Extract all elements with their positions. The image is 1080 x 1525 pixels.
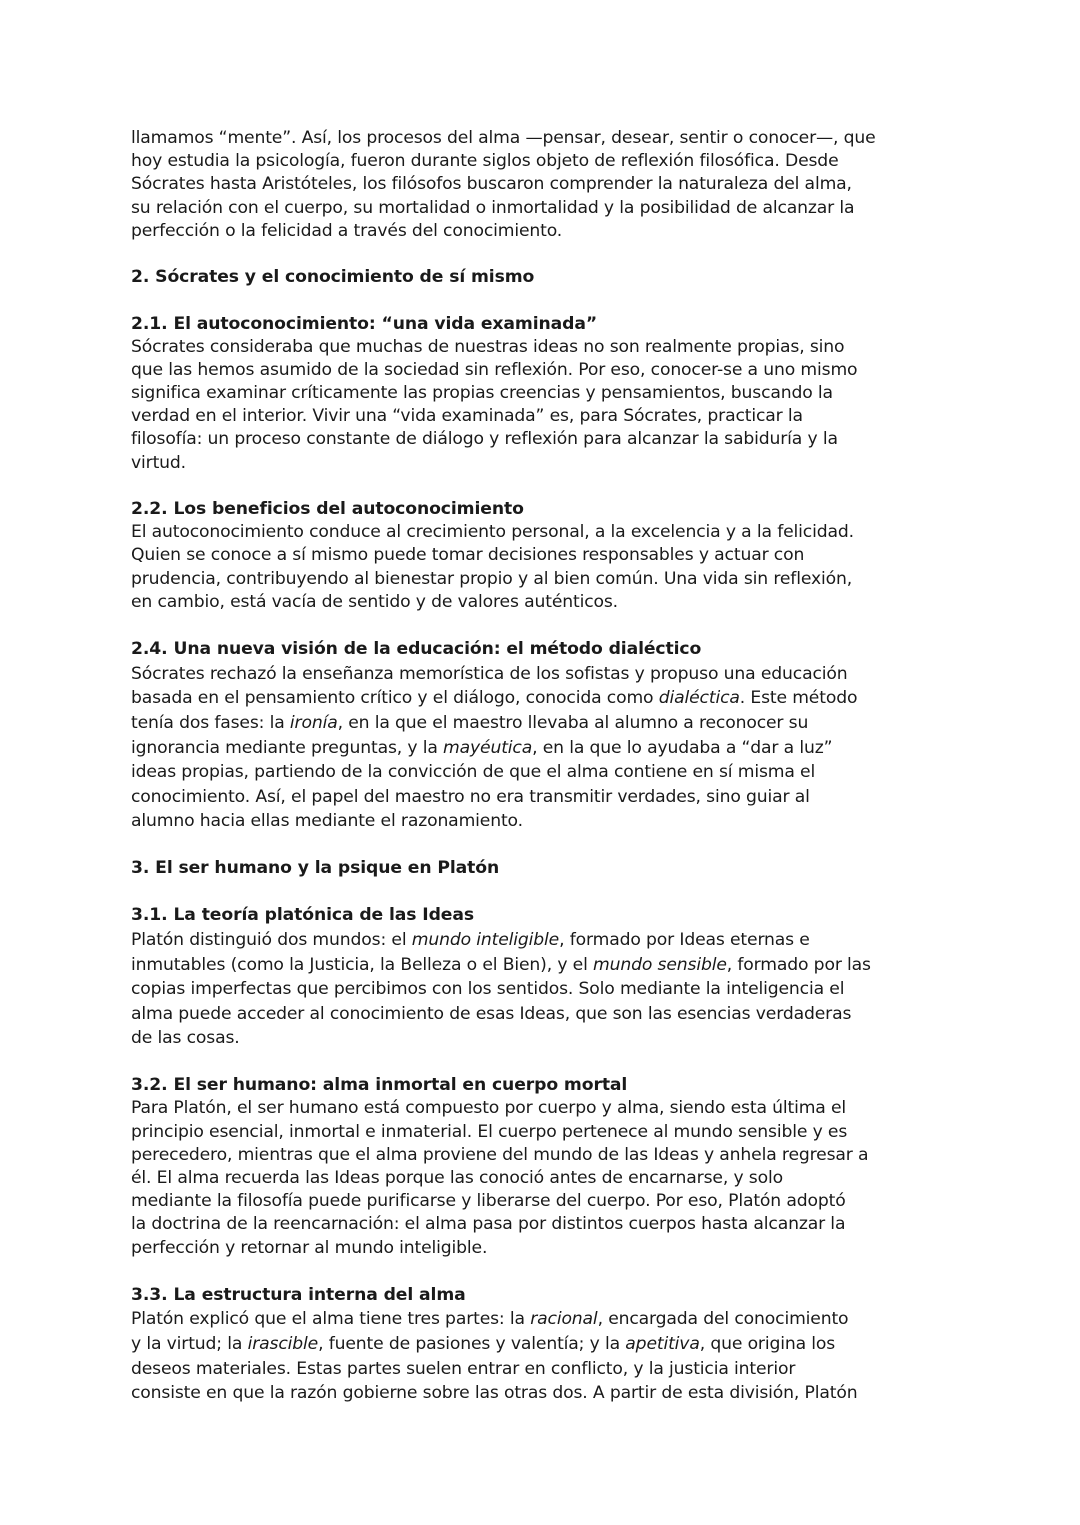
- text-line: la doctrina de la reencarnación: el alma pasa por distintos cuerpos hasta alcanzar la: [131, 1214, 846, 1235]
- subsection-heading: 2.4. Una nueva visión de la educación: el método dialéctico: [131, 639, 702, 660]
- term-ironia: ironía: [289, 712, 338, 733]
- text-line: perfección y retornar al mundo inteligible.: [131, 1237, 488, 1258]
- text-line: principio esencial, inmortal e inmaterial. El cuerpo pertenece al mundo sensible y es: [131, 1121, 848, 1142]
- term-mundo-inteligible: mundo inteligible: [411, 930, 560, 951]
- spacer: [131, 475, 961, 498]
- document-page: [131, 127, 961, 1406]
- text-line: deseos materiales. Estas partes suelen entrar en conflicto, y la justicia interior: [131, 1358, 796, 1379]
- subsection-3-2: [131, 1074, 961, 1260]
- subsection-3-1: [131, 903, 961, 1051]
- spacer: [131, 1260, 961, 1283]
- text-line: Sócrates consideraba que muchas de nuestras ideas no son realmente propias, sino: [131, 336, 845, 357]
- text-line: verdad en el interior. Vivir una “vida examinada” es, para Sócrates, practicar la: [131, 406, 803, 427]
- text-line: llamamos “mente”. Así, los procesos del alma —pensar, desear, sentir o conocer—, que: [131, 128, 876, 148]
- text-line: prudencia, contribuyendo al bienestar propio y al bien común. Una vida sin reflexión,: [131, 568, 853, 589]
- text-line: basada en el pensamiento crítico y el diálogo, conocida como dialéctica. Este método: [131, 688, 858, 709]
- text-line: Quien se conoce a sí mismo puede tomar decisiones responsables y actuar con: [131, 545, 805, 566]
- text-line: que las hemos asumido de la sociedad sin reflexión. Por eso, conocer-se a uno mismo: [131, 359, 858, 380]
- text-line: significa examinar críticamente las propias creencias y pensamientos, buscando la: [131, 383, 833, 404]
- subsection-2-4: [131, 637, 961, 834]
- term-irascible: irascible: [247, 1334, 319, 1355]
- text-line: copias imperfectas que percibimos con los sentidos. Solo mediante la inteligencia el: [131, 979, 845, 1000]
- section-heading-3: 3. El ser humano y la psique en Platón: [131, 858, 500, 879]
- text-line: perecedero, mientras que el alma proviene del mundo de las Ideas y anhela regresar a: [131, 1144, 869, 1165]
- subsection-3-3: [131, 1283, 961, 1406]
- text-line: filosofía: un proceso constante de diálogo y reflexión para alcanzar la sabiduría y la: [131, 429, 838, 450]
- text-line: su relación con el cuerpo, su mortalidad o inmortalidad y la posibilidad de alcanzar la: [131, 197, 855, 218]
- spacer: [131, 243, 961, 266]
- text-line: consiste en que la razón gobierne sobre las otras dos. A partir de esta división, Platón: [131, 1383, 858, 1404]
- text-line: Sócrates hasta Aristóteles, los filósofos buscaron comprender la naturaleza del alma,: [131, 174, 852, 195]
- term-racional: racional: [530, 1309, 598, 1330]
- section-heading-2: 2. Sócrates y el conocimiento de sí mismo: [131, 267, 535, 288]
- subsection-2-2: [131, 498, 961, 614]
- subsection-heading: 3.1. La teoría platónica de las Ideas: [131, 905, 474, 926]
- text-line: mediante la filosofía puede purificarse y liberarse del cuerpo. Por eso, Platón adoptó: [131, 1191, 846, 1212]
- intro-paragraph: [131, 127, 961, 243]
- text-line: hoy estudia la psicología, fueron durante siglos objeto de reflexión filosófica. Desde: [131, 151, 839, 172]
- subsection-heading: 2.1. El autoconocimiento: “una vida examinada”: [131, 313, 598, 334]
- subsection-heading: 3.2. El ser humano: alma inmortal en cuerpo mortal: [131, 1075, 628, 1096]
- text-line: ideas propias, partiendo de la convicción de que el alma contiene en sí misma el: [131, 762, 816, 783]
- text-line: conocimiento. Así, el papel del maestro no era transmitir verdades, sino guiar al: [131, 786, 810, 807]
- term-dialectica: dialéctica: [658, 688, 740, 709]
- text-line: Platón distinguió dos mundos: el mundo inteligible, formado por Ideas eternas e: [131, 930, 810, 951]
- text-line: alma puede acceder al conocimiento de esas Ideas, que son las esencias verdaderas: [131, 1003, 852, 1024]
- text-line: en cambio, está vacía de sentido y de valores auténticos.: [131, 591, 618, 612]
- text-line: perfección o la felicidad a través del conocimiento.: [131, 220, 563, 241]
- text-line: de las cosas.: [131, 1028, 240, 1049]
- term-apetitiva: apetitiva: [625, 1334, 700, 1355]
- subsection-heading: 3.3. La estructura interna del alma: [131, 1284, 466, 1305]
- text-line: El autoconocimiento conduce al crecimiento personal, a la excelencia y a la felicidad.: [131, 522, 854, 543]
- text-line: Sócrates rechazó la enseñanza memorística de los sofistas y propuso una educación: [131, 663, 848, 684]
- term-mundo-sensible: mundo sensible: [593, 954, 727, 975]
- spacer: [131, 1051, 961, 1074]
- text-line: virtud.: [131, 452, 186, 473]
- text-line: ignorancia mediante preguntas, y la mayéutica, en la que lo ayudaba a “dar a luz”: [131, 737, 833, 758]
- spacer: [131, 289, 961, 312]
- text-line: alumno hacia ellas mediante el razonamiento.: [131, 811, 523, 832]
- subsection-heading: 2.2. Los beneficios del autoconocimiento: [131, 499, 524, 519]
- term-mayeutica: mayéutica: [443, 737, 533, 758]
- text-line: él. El alma recuerda las Ideas porque las conoció antes de encarnarse, y solo: [131, 1167, 783, 1188]
- spacer: [131, 614, 961, 637]
- subsection-2-1: [131, 313, 961, 475]
- spacer: [131, 880, 961, 903]
- text-line: Platón explicó que el alma tiene tres partes: la racional, encargada del conocimiento: [131, 1309, 849, 1330]
- text-line: inmutables (como la Justicia, la Belleza o el Bien), y el mundo sensible, formado por las: [131, 954, 871, 975]
- text-line: Para Platón, el ser humano está compuesto por cuerpo y alma, siendo esta última el: [131, 1098, 847, 1119]
- text-line: y la virtud; la irascible, fuente de pasiones y valentía; y la apetitiva, que origina los: [131, 1334, 836, 1355]
- text-line: tenía dos fases: la ironía, en la que el maestro llevaba al alumno a reconocer su: [131, 712, 809, 733]
- spacer: [131, 834, 961, 857]
